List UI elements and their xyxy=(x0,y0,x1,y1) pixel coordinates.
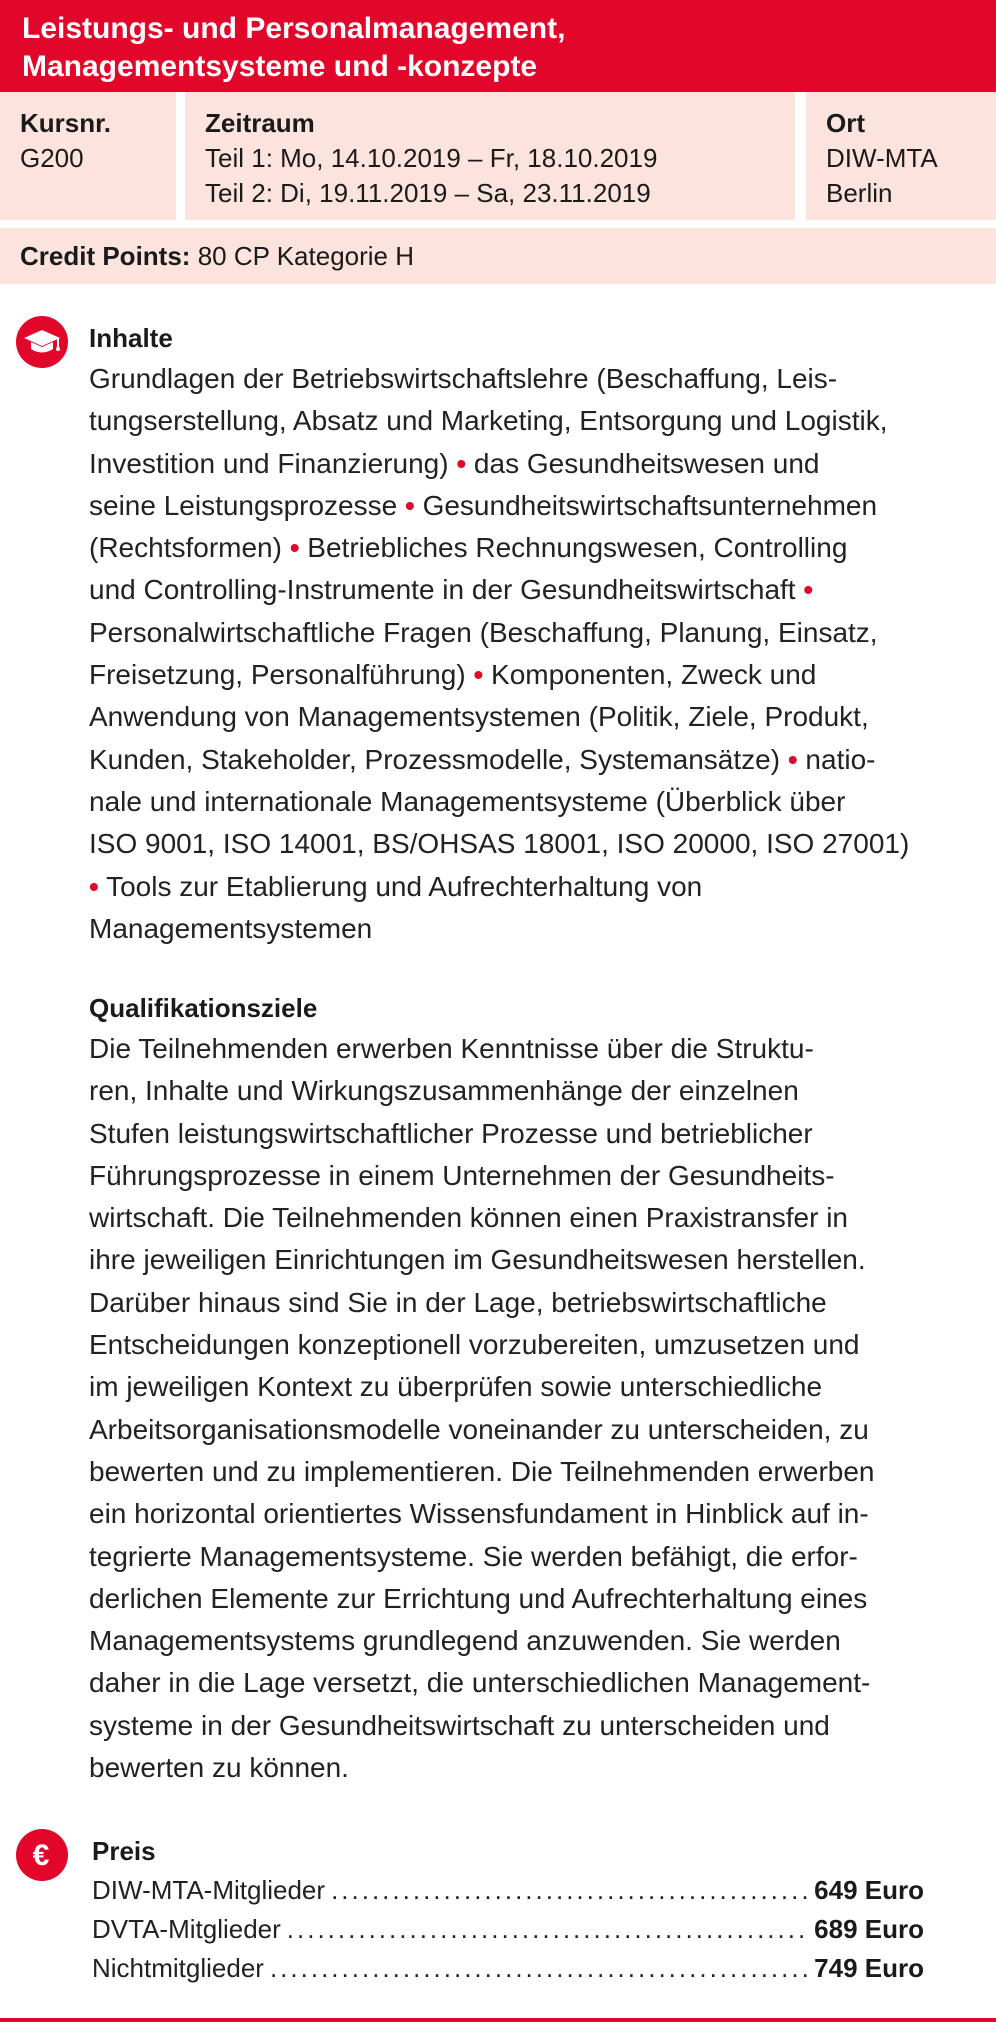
inhalte-line xyxy=(89,739,949,781)
bullet-separator: • xyxy=(89,870,99,902)
inhalte-line xyxy=(89,696,949,738)
bottom-divider xyxy=(0,2018,996,2022)
price-name: DIW-MTA-Mitglieder xyxy=(92,1875,326,1905)
zeitraum-teil-2: Teil 2: Di, 19.11.2019 – Sa, 23.11.2019 xyxy=(205,178,651,208)
inhalte-line-text: tungserstellung, Absatz und Marketing, Entsorgung und Logistik, xyxy=(89,405,888,437)
inhalte-line-text: natio- xyxy=(797,743,876,775)
inhalte-line xyxy=(89,654,949,696)
inhalte-line-text: Kunden, Stakeholder, Prozessmodelle, Systemansätze) xyxy=(89,743,788,775)
qualifikationsziele-line: ren, Inhalte und Wirkungszusammenhänge der einzelnen xyxy=(89,1075,799,1107)
price-name: DVTA-Mitglieder xyxy=(92,1914,281,1944)
bullet-separator: • xyxy=(473,659,484,691)
inhalte-line xyxy=(89,908,949,950)
ort-line-1: DIW-MTA xyxy=(826,143,938,173)
qualifikationsziele-line: Managementsystems grundlegend anzuwenden. Sie werden xyxy=(89,1625,841,1657)
inhalte-line-text: und Controlling-Instrumente in der Gesundheitswirtschaft xyxy=(89,574,804,606)
price-name: Nichtmitglieder xyxy=(92,1953,264,1983)
course-title-line-1: Leistungs- und Personalmanagement, xyxy=(22,12,566,45)
kursnr-value: G200 xyxy=(20,143,84,173)
inhalte-line-text: Tools zur Etablierung und Aufrechterhaltung von xyxy=(98,870,703,902)
bullet-separator: • xyxy=(404,489,415,521)
graduation-cap-icon xyxy=(16,316,68,368)
qualifikationsziele-line: Arbeitsorganisationsmodelle voneinander zu unterscheiden, zu xyxy=(89,1413,869,1445)
inhalte-line-text: nale und internationale Managementsysteme (Überblick über xyxy=(89,785,846,817)
qualifikationsziele-line: Darüber hinaus sind Sie in der Lage, betriebswirtschaftliche xyxy=(89,1286,827,1318)
inhalte-line-text: Managementsystemen xyxy=(89,912,373,944)
price-leader-dots xyxy=(287,1910,808,1949)
inhalte-text xyxy=(89,358,949,950)
bullet-separator: • xyxy=(289,532,300,564)
qualifikationsziele-section xyxy=(89,990,949,1789)
credit-points-value: 80 CP Kategorie H xyxy=(197,241,415,271)
inhalte-line-text: Betriebliches Rechnungswesen, Controlling xyxy=(299,532,848,564)
inhalte-line-text: Grundlagen der Betriebswirtschaftslehre (Beschaffung, Leis- xyxy=(89,363,838,394)
price-value: 749 Euro xyxy=(814,1953,924,1983)
bullet-separator: • xyxy=(787,743,798,775)
inhalte-line-text: Anwendung von Managementsystemen (Politik, Ziele, Produkt, xyxy=(89,701,869,733)
qualifikationsziele-line: Stufen leistungswirtschaftlicher Prozesse und betrieblicher xyxy=(89,1117,813,1149)
course-title-line-2: Managementsysteme und -konzepte xyxy=(22,50,538,83)
inhalte-line xyxy=(89,485,949,527)
kursnr-label: Kursnr. xyxy=(20,108,112,138)
price-value: 649 Euro xyxy=(814,1875,924,1905)
price-leader-dots xyxy=(270,1949,808,1988)
zeitraum-cell xyxy=(185,92,795,220)
ort-cell xyxy=(806,92,996,220)
qualifikationsziele-line: daher in die Lage versetzt, die unterschiedlichen Management- xyxy=(89,1667,871,1699)
qualifikationsziele-line: ihre jeweiligen Einrichtungen im Gesundheitswesen herstellen. xyxy=(89,1244,866,1276)
ort-line-2: Berlin xyxy=(826,178,893,208)
course-info-row xyxy=(0,92,996,220)
qualifikationsziele-line: tegrierte Managementsysteme. Sie werden befähigt, die erfor- xyxy=(89,1540,858,1572)
kursnr-cell xyxy=(0,92,176,220)
inhalte-section xyxy=(89,320,949,950)
qualifikationsziele-line: systeme in der Gesundheitswirtschaft zu unterscheiden und xyxy=(89,1709,830,1741)
qualifikationsziele-line: bewerten zu können. xyxy=(89,1752,349,1784)
ort-label: Ort xyxy=(826,108,865,138)
preis-heading: Preis xyxy=(92,1836,156,1866)
qualifikationsziele-line: Die Teilnehmenden erwerben Kenntnisse über die Struktu- xyxy=(89,1033,814,1064)
inhalte-line-text: Freisetzung, Personalführung) xyxy=(89,659,474,691)
inhalte-line xyxy=(89,358,949,400)
qualifikationsziele-line: wirtschaft. Die Teilnehmenden können einen Praxistransfer in xyxy=(89,1202,849,1234)
qualifikationsziele-line: im jeweiligen Kontext zu überprüfen sowie unterschiedliche xyxy=(89,1371,823,1403)
price-row xyxy=(92,1910,924,1949)
inhalte-line xyxy=(89,612,949,654)
qualifikationsziele-text xyxy=(89,1028,949,1789)
credit-points-bar xyxy=(0,228,996,284)
price-leader-dots xyxy=(331,1871,808,1910)
inhalte-line xyxy=(89,866,949,908)
euro-icon xyxy=(16,1829,68,1881)
zeitraum-label: Zeitraum xyxy=(205,108,315,138)
course-header xyxy=(0,0,996,92)
qualifikationsziele-line: Führungsprozesse in einem Unternehmen der Gesundheits- xyxy=(89,1159,835,1191)
zeitraum-teil-1: Teil 1: Mo, 14.10.2019 – Fr, 18.10.2019 xyxy=(205,143,658,173)
inhalte-line xyxy=(89,569,949,611)
qualifikationsziele-heading: Qualifikationsziele xyxy=(89,993,318,1023)
inhalte-line xyxy=(89,443,949,485)
inhalte-line-text: Gesundheitswirtschaftsunternehmen xyxy=(414,489,878,521)
inhalte-line-text: Personalwirtschaftliche Fragen (Beschaffung, Planung, Einsatz, xyxy=(89,616,878,648)
qualifikationsziele-line: derlichen Elemente zur Errichtung und Aufrechterhaltung eines xyxy=(89,1582,868,1614)
inhalte-line xyxy=(89,400,949,442)
inhalte-line-text: ISO 9001, ISO 14001, BS/OHSAS 18001, ISO 20000, ISO 27001) xyxy=(89,828,910,860)
inhalte-heading: Inhalte xyxy=(89,323,173,353)
inhalte-line xyxy=(89,781,949,823)
bullet-separator: • xyxy=(803,574,814,606)
credit-points-label: Credit Points: xyxy=(20,241,191,271)
inhalte-line-text: seine Leistungsprozesse xyxy=(89,489,405,521)
inhalte-line-text: Komponenten, Zweck und xyxy=(483,659,817,691)
inhalte-line-text: das Gesundheitswesen und xyxy=(466,447,820,479)
svg-text:€: € xyxy=(32,1839,50,1872)
preis-section xyxy=(92,1831,924,1988)
inhalte-line-text: Investition und Finanzierung) xyxy=(89,447,457,479)
qualifikationsziele-line: ein horizontal orientiertes Wissensfundament in Hinblick auf in- xyxy=(89,1498,869,1530)
inhalte-line xyxy=(89,527,949,569)
price-row xyxy=(92,1949,924,1988)
inhalte-line xyxy=(89,823,949,865)
qualifikationsziele-line: Entscheidungen konzeptionell vorzubereiten, umzusetzen und xyxy=(89,1329,860,1361)
price-row xyxy=(92,1871,924,1910)
price-value: 689 Euro xyxy=(814,1914,924,1944)
bullet-separator: • xyxy=(456,447,467,479)
inhalte-line-text: (Rechtsformen) xyxy=(89,532,290,564)
qualifikationsziele-line: bewerten und zu implementieren. Die Teilnehmenden erwerben xyxy=(89,1455,875,1487)
